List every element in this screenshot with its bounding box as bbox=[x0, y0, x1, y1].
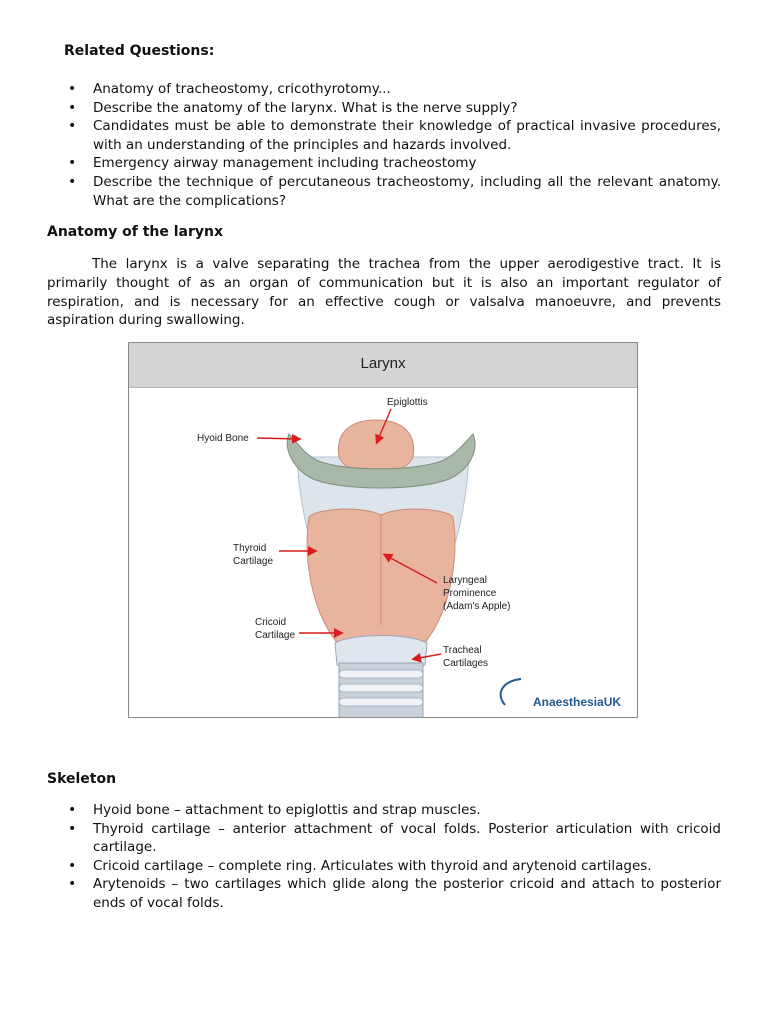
laryngeal-label-line2: Prominence bbox=[443, 588, 497, 599]
related-questions-heading: Related Questions: bbox=[64, 43, 215, 59]
skeleton-heading: Skeleton bbox=[47, 771, 117, 787]
laryngeal-label-line3: (Adam's Apple) bbox=[443, 601, 511, 612]
thyroid-label-line1: Thyroid bbox=[233, 543, 267, 554]
cricoid-label-line1: Cricoid bbox=[255, 617, 287, 628]
list-item: • Anatomy of tracheostomy, cricothyrotomy... bbox=[47, 80, 721, 99]
list-item: • Emergency airway management including tracheostomy bbox=[47, 154, 721, 173]
figure-header bbox=[129, 343, 637, 388]
tracheal-ring bbox=[339, 698, 423, 706]
related-questions-list bbox=[47, 80, 721, 210]
tracheal-ring bbox=[339, 670, 423, 678]
anatomy-heading: Anatomy of the larynx bbox=[47, 224, 224, 240]
epiglottis-shape bbox=[338, 420, 413, 474]
anatomy-paragraph: The larynx is a valve separating the trachea from the upper aerodigestive tract. It is primarily thought of as an organ of communication but it is also an important regulator of respiration, and is necessary for an effective cough or valsalva manoeuvre, and prevents aspiration during swallowing. bbox=[47, 256, 721, 329]
epiglottis-label: Epiglottis bbox=[387, 397, 428, 408]
hyoid-bone-label: Hyoid Bone bbox=[197, 433, 249, 444]
hyoid-arrow bbox=[257, 438, 299, 439]
list-item: • Candidates must be able to demonstrate their knowledge of practical invasive procedures, with an understanding of the principles and hazards involved. bbox=[47, 117, 721, 154]
list-item: • Cricoid cartilage – complete ring. Articulates with thyroid and arytenoid cartilages. bbox=[47, 857, 721, 876]
larynx-illustration bbox=[129, 387, 637, 717]
list-item: • Describe the technique of percutaneous tracheostomy, including all the relevant anatomy. What are the complications? bbox=[47, 173, 721, 210]
figure-title: Larynx bbox=[360, 355, 406, 372]
tracheal-label-line1: Tracheal bbox=[443, 645, 482, 656]
laryngeal-label-line1: Laryngeal bbox=[443, 575, 487, 586]
list-item: • Describe the anatomy of the larynx. What is the nerve supply? bbox=[47, 99, 721, 118]
list-item: • Thyroid cartilage – anterior attachment of vocal folds. Posterior articulation with cricoid cartilage. bbox=[47, 820, 721, 857]
skeleton-list bbox=[47, 801, 721, 913]
larynx-figure bbox=[128, 342, 638, 718]
logo-swoosh-icon bbox=[501, 679, 521, 705]
list-item: • Arytenoids – two cartilages which glide along the posterior cricoid and attach to posterior ends of vocal folds. bbox=[47, 875, 721, 912]
tracheal-label-line2: Cartilages bbox=[443, 658, 489, 669]
list-item: • Hyoid bone – attachment to epiglottis and strap muscles. bbox=[47, 801, 721, 820]
thyroid-label-line2: Cartilage bbox=[233, 556, 274, 567]
tracheal-ring bbox=[339, 684, 423, 692]
cricoid-label-line2: Cartilage bbox=[255, 630, 296, 641]
anaesthesiauk-logo: AnaesthesiaUK bbox=[533, 695, 622, 709]
